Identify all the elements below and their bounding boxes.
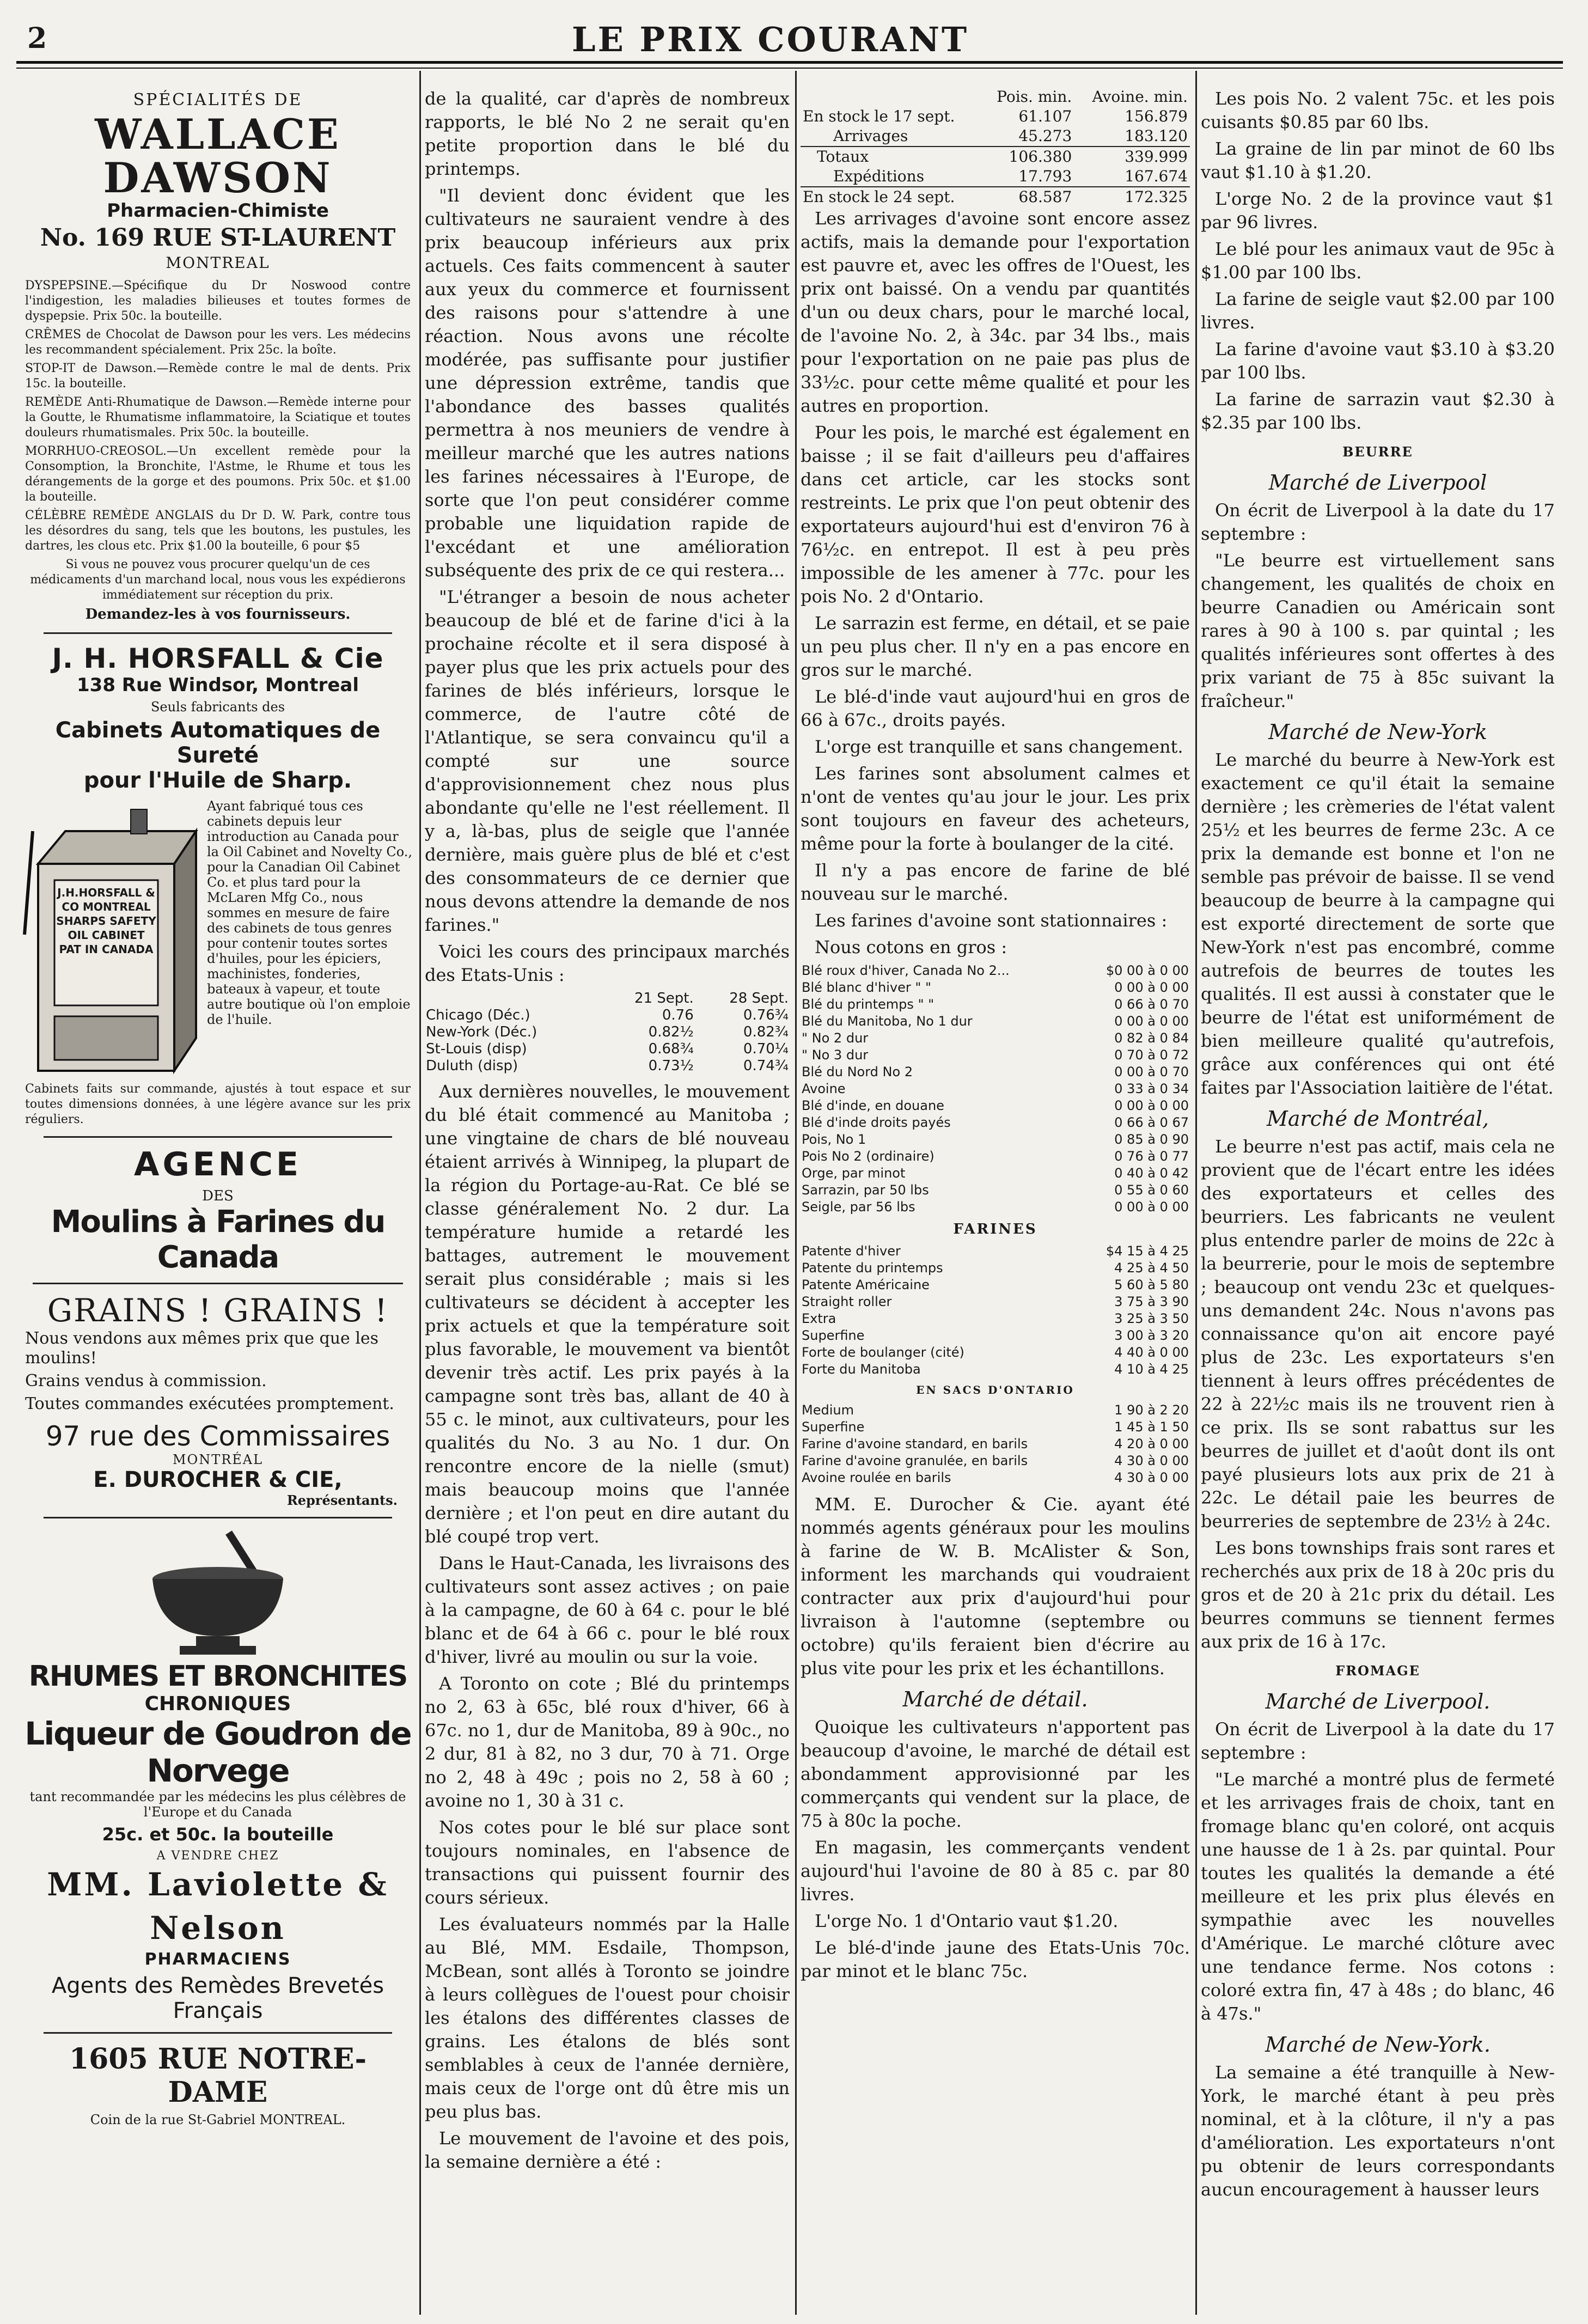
item-name: Forte de boulanger (cité) [802,1345,964,1360]
section-heading: Marché de détail. [902,1687,1088,1711]
table-row [425,1024,790,1041]
item-name: Sarrazin, par 50 lbs [802,1182,929,1198]
paragraph: L'orge est tranquille et sans changement. [815,736,1183,757]
item-name: " No 3 dur [802,1047,869,1063]
ad-subtitle: DES [202,1188,234,1204]
paragraph: Il n'y a pas encore de farine de blé nouveau sur le marché. [801,860,1190,904]
item-price: 1 90 à 2 20 [1114,1402,1189,1418]
item-price: 0 00 à 0 00 [1114,1199,1189,1215]
ad-product: pour l'Huile de Sharp. [83,768,352,793]
paragraph: Voici les cours des principaux marchés des Etats-Unis : [425,941,790,985]
ad-grains-heading: GRAINS ! GRAINS ! [47,1292,389,1329]
ad-item: Si vous ne pouvez vous procurer quelqu'un de ces médicaments d'un marchand local, nous vous les expédierons immédiatement sur réception du prix. [30,558,406,602]
ad-divider [44,2032,392,2034]
oil-cabinet-illustration [22,798,201,1082]
ad-item: CRÊMES de Chocolat de Dawson pour les vers. Les médecins les recommandent spécialement. Prix 25c. la boîte. [25,328,411,357]
paragraph: Le sarrazin est ferme, en détail, et se paie un peu plus cher. Il n'y en a pas encore en gros sur le marché. [801,613,1190,680]
table-row [801,1243,1190,1260]
mortar-pestle-icon [136,1527,300,1658]
page-number: 2 [27,22,47,55]
ad-divider [44,632,392,634]
ad-description: Ayant fabriqué tous ces cabinets depuis leur introduction au Canada pour la Oil Cabinet and Novelty Co., pour la Canadian Oil Cabinet Co. et plus tard pour la McLaren Mfg Co., nous sommes en mesure de faire des cabinets de tous genres pour contenir toutes sortes d'huiles, pour les épiciers, machinistes, fonderies, bateaux à vapeur, et toute autre boutique où l'on emploie de l'huile. [207,798,413,1027]
table-row [801,1097,1190,1114]
paragraph: "Il devient donc évident que les cultivateurs ne sauraient vendre à des prix beaucoup inférieurs aux prix actuels. Ces faits commencent à sauter aux yeux du commerce et fournissent des raisons pour s'attendre à une réaction. Nous avons une récolte modérée, pas suffisante pour justifier une dépression extrême, tandis que l'abondance des basses qualités permettra à nos meuniers de vendre à meilleur marché que les autres nations les farines nécessaires à l'Europe, de sorte que l'on peut considérer comme probable une liquidation rapide de l'excédant et une amélioration subséquente des prix de ce qui restera... [425,185,790,581]
section-heading: BEURRE [1342,444,1413,460]
cell: En stock le 24 sept. [803,188,955,206]
table-row [801,1294,1190,1310]
ad-address: 138 Rue Windsor, Montreal [77,674,359,696]
flour-prices-table [801,1243,1190,1378]
header-rule [16,61,1563,64]
paragraph: L'orge No. 1 d'Ontario vaut $1.20. [815,1911,1119,1931]
item-price: 0 85 à 0 90 [1114,1132,1189,1147]
item-price: 4 20 à 0 00 [1114,1436,1189,1451]
table-row [801,1453,1190,1469]
paragraph: Dans le Haut-Canada, les livraisons des cultivateurs sont assez actives ; on paie à la campagne, de 60 à 64 c. pour le blé blanc et de 64 à 66 c. pour le blé roux d'hiver, livré au moulin ou sur la voie. [425,1553,790,1667]
item-price: 0 66 à 0 67 [1114,1115,1189,1130]
item-price: 0 40 à 0 42 [1114,1166,1189,1181]
ad-product: Moulins à Farines du Canada [51,1204,385,1275]
cell: St-Louis (disp) [426,1041,527,1057]
cell: Expéditions [833,167,925,185]
item-name: Farine d'avoine granulée, en barils [802,1453,1028,1468]
article-column-4 [1201,87,1555,2315]
us-markets-table [425,990,790,1075]
ad-item: REMÈDE Anti-Rhumatique de Dawson.—Remède interne pour la Goutte, le Rhumatisme inflammatoire, la Sciatique et toutes douleurs rhumatismales. Prix 50c. la bouteille. [25,395,411,440]
item-name: Blé roux d'hiver, Canada No 2... [802,963,1010,978]
section-heading: Marché de Montréal, [1266,1107,1489,1131]
table-header: 28 Sept. [729,990,789,1007]
item-price: 0 00 à 0 00 [1114,1014,1189,1029]
paragraph: Les pois No. 2 valent 75c. et les pois cuisants $0.85 par 60 lbs. [1201,88,1555,132]
paragraph: Aux dernières nouvelles, le mouvement du blé était commencé au Manitoba ; une vingtaine de chars de blé nouveau étaient arrivés à Winnipeg, la plupart de la région du Portage-au-Rat. Ce blé se classe généralement No. 2 dur. La température humide a retardé les battages, autrement le mouvement serait plus considérable ; mais si les cultivateurs se décident à accepter les prix actuels et que la température soit plus favorable, le mouvement va bientôt devenir très actif. Les prix payés à la campagne sont très bas, allant de 40 à 55 c. le minot, aux cultivateurs, pour les qualités du No. 3 au No. 1 dur. On rencontre encore de la nielle (smut) mais beaucoup moins que l'année dernière ; et l'on peut en dire autant du blé coupé trop vert. [425,1081,790,1547]
ad-tagline: Seuls fabricants des [150,699,285,715]
table-row [801,147,1190,167]
paragraph: Les évaluateurs nommés par la Halle au Blé, MM. Esdaile, Thompson, McBean, sont allés à Toronto se joindre à leurs collègues de l'ouest pour choisir les étalons des différentes classes de grains. Les étalons de blés sont semblables à ceux de l'année dernière, mais ceux de l'orge ont dû être mis un peu plus bas. [425,1914,790,2122]
cell: 68.587 [1018,188,1072,206]
item-price: 4 25 à 4 50 [1114,1260,1189,1276]
column-divider [795,71,797,2315]
article-column-3 [801,87,1190,2315]
cell: 172.325 [1125,188,1188,206]
paragraph: A Toronto on cote ; Blé du printemps no 2, 63 à 65c, blé roux d'hiver, 66 à 67c. no 1, dur de Manitoba, 89 à 90c., no 2 dur, 81 à 82, no 3 dur, 70 à 71. Orge no 2, 48 à 49c ; pois no 2, 58 à 60 ; avoine no 1, 30 à 31 c. [425,1673,790,1811]
cell: 0.73½ [648,1058,694,1074]
cell: 0.76¾ [743,1007,789,1023]
table-row [801,1344,1190,1361]
wallace-dawson-ad [22,90,414,623]
paragraph: Le mouvement de l'avoine et des pois, la semaine dernière a été : [425,2128,790,2172]
paragraph: La semaine a été tranquille à New-York, le marché étant à peu près nominal, et à la clôture, il n'y a pas d'amélioration. Les exportateurs n'ont pu obtenir de leurs correspondants aucun encouragement à hausser leurs [1201,2062,1555,2200]
cell: Duluth (disp) [426,1058,518,1074]
paragraph: Le blé pour les animaux vaut de 95c à $1.00 par 100 lbs. [1201,239,1555,283]
cell: 0.82½ [648,1024,694,1040]
table-header: Avoine. min. [1092,88,1188,106]
paragraph: Nos cotes pour le blé sur place sont toujours nominales, en l'absence de transactions qui puissent fournir des cours sérieux. [425,1817,790,1908]
item-name: Blé d'inde, en douane [802,1098,944,1113]
horsfall-ad [22,643,414,1127]
paragraph: Le beurre n'est pas actif, mais cela ne provient que de l'écart entre les idées des exportateurs et celles des beurriers. Les fabricants ne veulent plus entendre parler de moins de 22c à la beurrerie, pour le mois de septembre ; beaucoup ont vendu 23c et quelques-uns demandent 24c. Nous n'avons pas connaissance qu'on ait encore payé plus de 23c. Les exportateurs s'en tiennent à leurs offres précédentes de 22 à 22½c mais ils ne trouvent rien à ce prix. Ils se sont rabattus sur les beurres de juillet et d'août dont ils ont payé plusieurs lots aux prix de 21 à 22c. Le détail paie les beurres de beurreries de septembre de 23½ à 24c. [1201,1136,1555,1532]
item-name: Blé d'inde droits payés [802,1115,951,1130]
grain-prices-table [801,962,1190,1216]
ad-text: A VENDRE CHEZ [156,1849,279,1863]
ad-item: DYSPEPSINE.—Spécifique du Dr Noswood contre l'indigestion, les maladies bilieuses et toutes formes de dyspepsie. Prix 50c. la bouteille. [25,279,411,323]
item-name: Blé du printemps " " [802,997,935,1012]
item-name: " No 2 dur [802,1030,869,1046]
item-price: 0 33 à 0 34 [1114,1081,1189,1096]
section-heading: EN SACS D'ONTARIO [916,1383,1074,1396]
item-price: 4 10 à 4 25 [1114,1362,1189,1377]
cell: 45.273 [1018,127,1072,145]
table-header: 21 Sept. [634,990,694,1007]
column-divider [419,71,421,2315]
section-heading: Marché de Liverpool [1268,471,1487,495]
item-name: Patente d'hiver [802,1243,901,1259]
item-name: Extra [802,1311,836,1326]
paragraph: On écrit de Liverpool à la date du 17 septembre : [1201,1719,1555,1763]
ad-address: 97 rue des Commissaires [45,1420,390,1452]
item-price: 3 00 à 3 20 [1114,1328,1189,1343]
ad-pharm: PHARMACIENS [144,1950,291,1969]
paragraph: Le marché du beurre à New-York est exactement ce qu'il était la semaine dernière ; les crèmeries de l'état valent 25½ et les beurres de ferme 23c. A ce prix la demande est bonne et l'on ne semble pas prévoir de baisse. Il se vend beaucoup de beurre à la campagne qui est exporté directement de sorte que New-York n'est pas encombré, comme autrefois de beurres de toutes les qualités. Il est aussi à constater que le beurre de l'état est uniformément de bien meilleure qualité qu'autrefois, grâce aux conférences qui ont été faites par l'Association laitière de l'état. [1201,749,1555,1098]
cell: 183.120 [1125,127,1188,145]
item-price: 4 40 à 0 00 [1114,1345,1189,1360]
paragraph: "Le marché a montré plus de fermeté et les arrivages frais de choix, tant en fromage blanc qu'en coloré, ont acquis une hausse de 1 à 2s. par quintal. Pour toutes les qualités la demande a été meilleure et les prix plus élevés en sympathie avec les nouvelles d'Amérique. Le marché clôture avec une tendance ferme. Nos cotons : coloré extra fin, 47 à 48s ; do blanc, 46 à 47s." [1201,1769,1555,2024]
ad-product: Liqueur de Goudron de Norvege [25,1715,411,1789]
ad-text: Toutes commandes exécutées promptement. [25,1394,394,1413]
ad-address: 1605 RUE NOTRE-DAME [69,2042,367,2109]
paragraph: La farine de seigle vaut $2.00 par 100 livres. [1201,289,1555,333]
table-row [425,1041,790,1058]
ad-footer: Demandez-les à vos fournisseurs. [85,606,351,623]
paragraph: Quoique les cultivateurs n'apportent pas beaucoup d'avoine, le marché de détail est abondamment approvisionné par les commerçants qui vendent sur la place, de 75 à 80c la poche. [801,1717,1190,1831]
ad-divider [44,1517,392,1518]
ad-address: No. 169 RUE ST-LAURENT [40,224,396,252]
agence-ad [22,1146,414,1508]
ad-role: Pharmacien-Chimiste [107,200,329,222]
item-price: $0 00 à 0 00 [1106,963,1189,978]
table-row [801,1469,1190,1486]
item-name: Superfine [802,1419,865,1435]
section-heading: Marché de Liverpool. [1265,1689,1491,1713]
paragraph: "L'étranger a besoin de nous acheter beaucoup de blé et de farine d'ici à la prochaine récolte et il sera disposé à payer plus que les prix actuels pour des farines de blés inférieurs, lorsque le commerce, de l'autre côté de l'Atlantique, se sera convaincu qu'il a compté sur une source d'approvisionnement chez nous plus abondante qu'elle ne l'est réellement. Il y a, là-bas, plus de seigle que l'année dernière, mais guère plus de blé et c'est des consommateurs de ce dernier que nous devons attendre la demande de nos farines." [425,587,790,935]
item-name: Blé du Manitoba, No 1 dur [802,1014,973,1029]
section-heading: FARINES [953,1221,1037,1237]
ad-item: MORRHUO-CREOSOL.—Un excellent remède pour la Consomption, la Bronchite, l'Astme, le Rhume et tous les dérangements de la gorge et des poumons. Prix 50c. et $1.00 la bouteille. [25,444,411,504]
cell: 167.674 [1125,167,1188,185]
ad-title: RHUMES ET BRONCHITES [28,1660,407,1693]
ad-city: MONTRÉAL [172,1452,264,1467]
cell: 106.380 [1009,148,1072,166]
page-header [0,0,1588,60]
paragraph: MM. E. Durocher & Cie. ayant été nommés agents généraux pour les moulins à farine de W. B. McAlister & Son, informent les marchands qui voudraient contracter aux prix d'aujourd'hui pour livraison à l'automne (septembre ou octobre) qu'ils feraient bien d'écrire au plus vite pour les prix et les échantillons. [801,1494,1190,1679]
column-divider [1195,71,1197,2315]
ad-city: MONTREAL [166,254,270,272]
cell: 339.999 [1125,148,1188,166]
ad-company-name: J. H. HORSFALL & Cie [52,643,384,674]
paragraph: de la qualité, car d'après de nombreux rapports, le blé No 2 ne serait qu'en petite proportion dans le blé du printemps. [425,88,790,179]
item-name: Patente Américaine [802,1277,930,1292]
table-row [801,1310,1190,1327]
paragraph: Les farines d'avoine sont stationnaires : [815,910,1168,931]
ad-product: Cabinets Automatiques de Sureté [55,718,381,768]
item-price: 0 00 à 0 70 [1114,1064,1189,1079]
paragraph: En magasin, les commerçants vendent aujourd'hui l'avoine de 80 à 85 c. par 80 livres. [801,1837,1190,1905]
paragraph: Les farines sont absolument calmes et n'ont de ventes qu'au jour le jour. Les prix sont toujours en faveur des acheteurs, même pour la forte à boulanger de la cité. [801,763,1190,854]
ad-text: Grains vendus à commission. [25,1371,267,1390]
item-price: 4 30 à 0 00 [1114,1453,1189,1468]
cell: Chicago (Déc.) [426,1007,530,1023]
paragraph: La farine de sarrazin vaut $2.30 à $2.35 par 100 lbs. [1201,389,1555,433]
table-row [425,1058,790,1075]
item-price: $4 15 à 4 25 [1106,1243,1189,1259]
ad-company-name: E. DUROCHER & CIE, [93,1467,343,1492]
item-name: Blé du Nord No 2 [802,1064,913,1079]
item-price: 0 82 à 0 84 [1114,1030,1189,1046]
ad-price: 25c. et 50c. la bouteille [102,1824,334,1845]
item-name: Seigle, par 56 lbs [802,1199,915,1215]
table-header: Pois. min. [997,88,1072,106]
header-rule-thin [16,68,1563,69]
table-row [801,126,1190,147]
ad-title: AGENCE [134,1145,302,1184]
cell: 61.107 [1018,107,1072,125]
table-row [425,1007,790,1024]
item-price: 0 76 à 0 77 [1114,1149,1189,1164]
item-price: 0 00 à 0 00 [1114,1098,1189,1113]
table-row [801,1148,1190,1165]
item-name: Patente du printemps [802,1260,943,1276]
paragraph: Le blé-d'inde jaune des Etats-Unis 70c. par minot et le blanc 75c. [801,1937,1190,1981]
table-row [801,1260,1190,1277]
table-row [801,1436,1190,1453]
table-row [801,1402,1190,1419]
paragraph: "Le beurre est virtuellement sans changement, les qualités de choix en beurre Canadien ou Américain sont rares à 90 à 100 s. par quintal ; les qualités inférieures sont offertes à des prix variant de 75 à 85c suivant la fraîcheur." [1201,550,1555,711]
table-row [801,1064,1190,1081]
item-price: 0 66 à 0 70 [1114,997,1189,1012]
item-name: Forte du Manitoba [802,1362,921,1377]
item-name: Farine d'avoine standard, en barils [802,1436,1028,1451]
table-row [801,962,1190,979]
table-row [801,996,1190,1013]
table-row [801,1419,1190,1436]
ad-item: STOP-IT de Dawson.—Remède contre le mal de dents. Prix 15c. la bouteille. [25,362,411,391]
item-name: Orge, par minot [802,1166,906,1181]
paragraph: Les arrivages d'avoine sont encore assez actifs, mais la demande pour l'exportation est pauvre et, avec les offres de l'Ouest, les prix ont baissé. On a vendu par quantités d'un ou deux chars, pour le marché local, de l'avoine No. 2, à 34c. par 34 lbs., mais pour l'exportation on ne paie pas plus de 33½c. pour cette même qualité et pour les autres en proportion. [801,208,1190,416]
item-price: 5 60 à 5 80 [1114,1277,1189,1292]
table-row [801,107,1190,126]
table-row [801,979,1190,996]
table-row [801,1182,1190,1199]
ad-company-name: WALLACE DAWSON [95,110,341,202]
paragraph: La farine d'avoine vaut $3.10 à $3.20 par 100 lbs. [1201,339,1555,383]
section-heading: FROMAGE [1335,1663,1420,1679]
table-row [801,1327,1190,1344]
ad-divider [44,1136,392,1138]
item-name: Superfine [802,1328,865,1343]
paragraph: L'orge No. 2 de la province vaut $1 par 96 livres. [1201,188,1555,233]
table-row [801,1081,1190,1097]
paragraph: On écrit de Liverpool à la date du 17 septembre : [1201,500,1555,544]
ad-text: tant recommandée par les médecins les plus célèbres de l'Europe et du Canada [29,1789,406,1820]
cell: 0.74¾ [743,1058,789,1074]
cabinet-label: J.H.HORSFALL & CO MONTREAL SHARPS SAFETY OIL CABINET PAT IN CANADA [56,886,156,956]
paragraph: Pour les pois, le marché est également en baisse ; il se fait d'ailleurs peu d'affaires dans cet article, car les stocks sont restreints. Le prix que l'on peut obtenir des exportateurs aujourd'hui est d'environ 76 à 76½c. en entrepot. Il est à peu près impossible de les amener à 77c. pour les pois No. 2 d'Ontario. [801,422,1190,607]
stock-table [801,87,1190,207]
section-heading: Marché de New-York. [1265,2033,1491,2057]
table-row [801,1030,1190,1047]
item-price: 0 55 à 0 60 [1114,1182,1189,1198]
ontario-prices-table [801,1402,1190,1486]
cell: 0.76 [662,1007,694,1023]
table-row [801,1047,1190,1064]
item-name: Pois No 2 (ordinaire) [802,1149,935,1164]
item-name: Medium [802,1402,854,1418]
item-name: Pois, No 1 [802,1132,866,1147]
item-name: Straight roller [802,1294,892,1309]
ad-text: Nous vendons aux mêmes prix que que les moulins! [25,1329,379,1368]
cell: Arrivages [833,127,908,145]
paragraph: La graine de lin par minot de 60 lbs vaut $1.10 à $1.20. [1201,138,1555,182]
cell: 156.879 [1125,107,1188,125]
ad-item: CÉLÈBRE REMÈDE ANGLAIS du Dr D. W. Park, contre tous les désordres du sang, tels que les boutons, les pustules, les dartres, les clous etc. Prix $1.00 la bouteille, 6 pour $5 [25,509,411,553]
table-row [801,1013,1190,1030]
item-price: 0 00 à 0 00 [1114,980,1189,995]
item-name: Blé blanc d'hiver " " [802,980,932,995]
ad-agents: Agents des Remèdes Brevetés Français [51,1973,384,2023]
item-price: 1 45 à 1 50 [1114,1419,1189,1435]
ad-rep: Représentants. [286,1492,398,1508]
table-row [801,1114,1190,1131]
ads-column [22,87,414,2315]
cell: 0.70¼ [743,1041,789,1057]
cell: 17.793 [1018,167,1072,185]
item-price: 3 25 à 3 50 [1114,1311,1189,1326]
ad-divider [33,1283,403,1284]
article-column-2 [425,87,790,2315]
table-row [801,1165,1190,1182]
table-row [801,187,1190,207]
table-row [801,167,1190,187]
table-row [801,1199,1190,1216]
item-price: 0 70 à 0 72 [1114,1047,1189,1063]
paragraph: Les bons townships frais sont rares et recherchés aux prix de 18 à 20c pris du gros et de 20 à 21c prix du détail. Les beurres communs se tiennent fermes aux prix de 16 à 17c. [1201,1538,1555,1652]
section-heading: Marché de New-York [1268,720,1487,744]
ad-description: Cabinets faits sur commande, ajustés à tout espace et sur toutes dimensions données, à une légère avance sur les prix réguliers. [25,1082,411,1126]
newspaper-title: LE PRIX COURANT [572,20,969,59]
paragraph: Le blé-d'inde vaut aujourd'hui en gros de 66 à 67c., droits payés. [801,686,1190,730]
item-name: Avoine roulée en barils [802,1470,951,1485]
paragraph: Nous cotons en gros : [815,937,1007,957]
ad-seller: MM. Laviolette & Nelson [47,1866,389,1947]
ad-subtitle: CHRONIQUES [144,1693,291,1715]
table-row [801,1277,1190,1294]
cell: En stock le 17 sept. [803,107,955,125]
item-name: Avoine [802,1081,846,1096]
ad-city: Coin de la rue St-Gabriel MONTREAL. [90,2112,346,2127]
item-price: 3 75 à 3 90 [1114,1294,1189,1309]
cell: Totaux [817,148,869,166]
table-row [801,1361,1190,1378]
cell: 0.68¾ [648,1041,694,1057]
cell: 0.82¾ [743,1024,789,1040]
ad-heading: SPÉCIALITÉS DE [133,90,303,109]
table-row [801,1131,1190,1148]
cell: New-York (Déc.) [426,1024,538,1040]
rhumes-ad [22,1527,414,2127]
item-price: 4 30 à 0 00 [1114,1470,1189,1485]
